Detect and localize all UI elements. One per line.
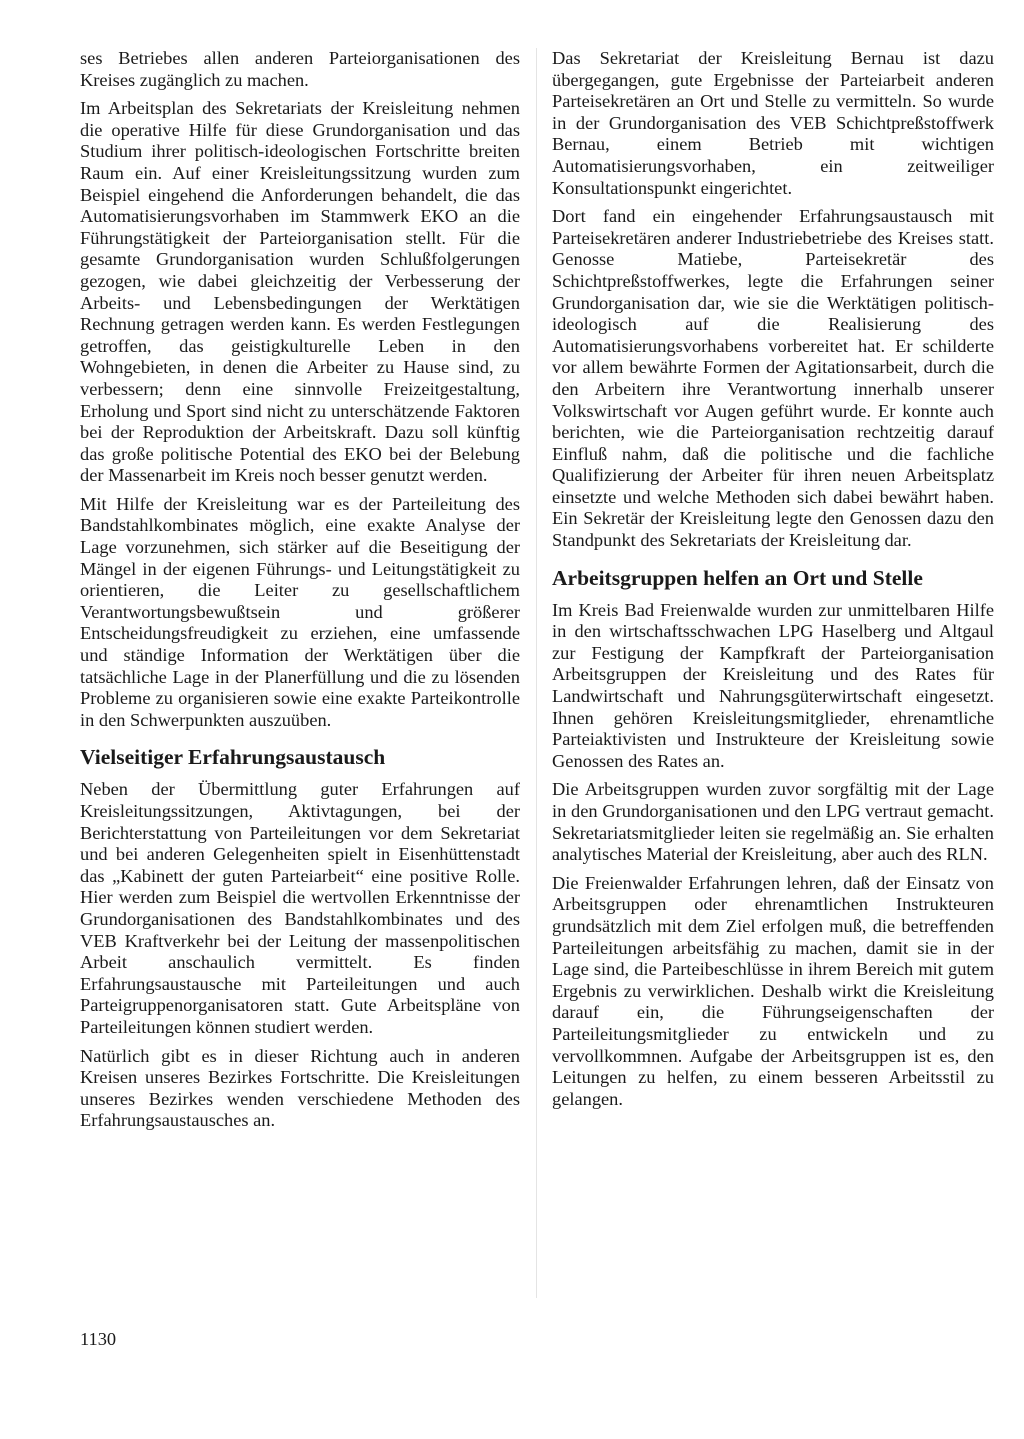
right-column [552,48,994,1117]
left-paragraph-1: ses Betriebes allen anderen Parteiorganisationen des Kreises zugänglich zu machen. [80,48,520,90]
right-paragraph-4: Die Arbeitsgruppen wurden zuvor sorgfältig mit der Lage in den Grundorganisationen und den LPG vertraut gemacht. Sekretariatsmitglieder leiten sie regelmäßig an. Sie erhalten analytisches Material der Kreisleitung, aber auch des RLN. [552,779,994,865]
right-paragraph-1: Das Sekretariat der Kreisleitung Bernau ist dazu übergegangen, gute Ergebnisse der Parteiarbeit anderen Parteisekretären an Ort und Stelle zu vermitteln. So wurde in der Grundorganisation des VEB Schichtpreßstoffwerk Bernau, einem Betrieb mit wichtigen Automatisierungsvorhaben, ein zeitweiliger Konsultationspunkt eingerichtet. [552,48,994,198]
right-paragraph-5: Die Freienwalder Erfahrungen lehren, daß der Einsatz von Arbeitsgruppen oder ehrenamtlichen Instrukteuren grundsätzlich mit dem Ziel erfolgen muß, die betreffenden Parteileitungen arbeitsfähig zu machen, damit sie in der Lage sind, die Parteibeschlüsse in ihrem Bereich mit gutem Ergebnis zu verwirklichen. Deshalb wirkt die Kreisleitung darauf ein, die Führungseigenschaften der Parteileitungsmitglieder zu entwickeln und zu vervollkommnen. Aufgabe der Arbeitsgruppen ist es, den Leitungen zu helfen, zu einem besseren Arbeitsstil zu gelangen. [552,872,994,1109]
left-column [80,48,520,1139]
page-number: 1130 [80,1329,117,1349]
left-paragraph-4: Neben der Übermittlung guter Erfahrungen auf Kreisleitungssitzungen, Aktivtagungen, bei der Berichterstattung von Parteileitungen vor dem Sekretariat und bei anderen Gelegenheiten spielt in Eisenhüttenstadt das „Kabinett der guten Parteiarbeit“ eine positive Rolle. Hier werden zum Beispiel die wertvollen Erkenntnisse der Grundorganisationen des Bandstahlkombinates und des VEB Kraftverkehr bei der Leitung der massenpolitischen Arbeit anschaulich vermittelt. Es finden Erfahrungsaustausche mit Parteileitungen und auch Parteigruppenorganisatoren statt. Gute Arbeitspläne von Parteileitungen können studiert werden. [80,779,520,1037]
left-paragraph-3: Mit Hilfe der Kreisleitung war es der Parteileitung des Bandstahlkombinates möglich, eine exakte Analyse der Lage vorzunehmen, sich stärker auf die Beseitigung der Mängel in der eigenen Führungs- und Leitungstätigkeit zu orientieren, die Leiter zu gesellschaftlichem Verantwortungsbewußtsein und größerer Entscheidungsfreudigkeit zu erziehen, eine umfassende und ständige Information der Werktätigen über die tatsächliche Lage in der Planerfüllung und die zu lösenden Probleme zu organisieren sowie eine exakte Parteikontrolle in den Schwerpunkten auszuüben. [80,493,520,730]
column-divider [536,48,537,1298]
left-paragraph-5: Natürlich gibt es in dieser Richtung auch in anderen Kreisen unseres Bezirkes Fortschritte. Die Kreisleitungen unseres Bezirkes wenden verschiedene Methoden des Erfahrungsaustausches an. [80,1045,520,1131]
left-paragraph-2: Im Arbeitsplan des Sekretariats der Kreisleitung nehmen die operative Hilfe für diese Grundorganisation und das Studium ihrer politisch-ideologischen Fortschritte breiten Raum ein. Auf einer Kreisleitungssitzung wurden zum Beispiel eingehend die Anforderungen behandelt, die das Automatisierungsvorhaben im Stammwerk EKO an die Führungstätigkeit der Parteiorganisation stellt. Für die gesamte Grundorganisation wurden Schlußfolgerungen gezogen, wie dabei gleichzeitig der Verbesserung der Arbeits- und Lebensbedingungen der Werktätigen Rechnung getragen werden kann. Es werden Festlegungen getroffen, das geistigkulturelle Leben in den Wohngebieten, in denen die Arbeiter zu Hause sind, zu verbessern; denn eine sinnvolle Freizeitgestaltung, Erholung und Sport sind nicht zu unterschätzende Faktoren bei der Reproduktion der Arbeitskraft. Dazu soll künftig das große politische Potential des EKO bei der Belebung der Massenarbeit im Kreis noch besser genutzt werden. [80,98,520,486]
section-heading-exchange: Vielseitiger Erfahrungsaustausch [80,745,386,770]
right-paragraph-2: Dort fand ein eingehender Erfahrungsaustausch mit Parteisekretären anderer Industriebetriebe des Kreises statt. Genosse Matiebe, Parteisekretär des Schichtpreßstoffwerkes, legte die Erfahrungen seiner Grundorganisation dar, wie sie die Werktätigen politisch-ideologisch auf die Realisierung des Automatisierungsvorhabens vorbereitet hat. Er schilderte vor allem bewährte Formen der Agitationsarbeit, durch die den Arbeitern ihre Verantwortung innerhalb unserer Volkswirtschaft vor Augen geführt wurde. Er konnte auch berichten, wie die Parteiorganisation rechtzeitig darauf Einfluß nahm, daß die politische und die fachliche Qualifizierung der Arbeiter für ihren neuen Arbeitsplatz einsetzte und welche Methoden sich dabei bewährt haben. Ein Sekretär der Kreisleitung legte den Genossen dazu den Standpunkt des Sekretariats der Kreisleitung dar. [552,206,994,551]
section-heading-working-groups: Arbeitsgruppen helfen an Ort und Stelle [552,565,923,590]
right-paragraph-3: Im Kreis Bad Freienwalde wurden zur unmittelbaren Hilfe in den wirtschaftsschwachen LPG Haselberg und Altgaul zur Festigung der Kampfkraft der Parteiorganisation Arbeitsgruppen der Kreisleitung und des Rates für Landwirtschaft und Nahrungsgüterwirtschaft eingesetzt. Ihnen gehören Kreisleitungsmitglieder, ehrenamtliche Parteiaktivisten und Instrukteure der Kreisleitung sowie Genossen des Rates an. [552,599,994,771]
